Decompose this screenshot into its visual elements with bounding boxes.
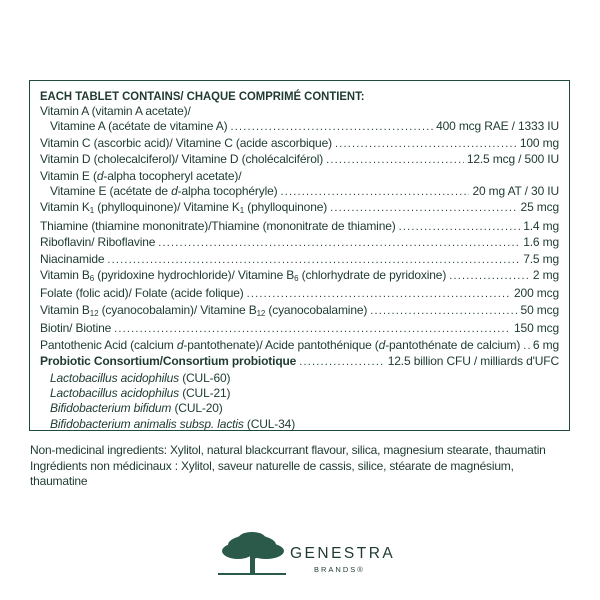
leader-dots (449, 269, 530, 284)
text-part: d (96, 168, 104, 183)
probiotic-strain (40, 371, 559, 386)
subscript: 12 (89, 308, 99, 318)
ingredient-vitamin-a-en: Vitamin A (vitamin A acetate)/ (40, 104, 191, 118)
ingredient-label: Vitamin D (cholecalciferol)/ Vitamine D (cholécalciférol) (40, 152, 324, 167)
text-part: d (171, 184, 178, 199)
strain-name: Bifidobacterium bifidum (50, 401, 172, 416)
text-part: Vitamin B (40, 268, 90, 283)
ingredient-label: Biotin/ Biotine (40, 321, 112, 336)
text-part: (chlorhydrate de pyridoxine) (298, 268, 447, 283)
ingredient-label (50, 184, 278, 199)
text-part: Pantothenic Acid (calcium (40, 337, 177, 352)
ingredient-amount: 6 mg (532, 337, 559, 352)
ingredient-biotin (40, 321, 559, 337)
text-part: Vitamin E ( (40, 168, 97, 183)
ingredient-folate (40, 286, 559, 302)
leader-dots (114, 322, 511, 337)
leader-dots (299, 355, 385, 370)
leader-dots (326, 153, 464, 168)
text-part: (cyanocobalamine) (265, 302, 368, 317)
text-part: Vitamine E (acétate de (50, 184, 172, 199)
ingredient-vitamin-c (40, 136, 559, 152)
strain-name: Bifidobacterium animalis subsp. lactis (50, 416, 244, 431)
text-part: Vitamin K (40, 200, 90, 215)
ingredient-amount: 2 mg (532, 268, 559, 283)
leader-dots (230, 120, 433, 135)
strain-code: (CUL-20) (171, 401, 223, 416)
leader-dots (335, 137, 517, 152)
text-part: -pantothenate)/ Acide pantothénique ( (183, 337, 379, 352)
ingredient-amount: 50 mcg (520, 302, 559, 317)
probiotic-strain (40, 401, 559, 416)
ingredient-amount: 12.5 billion CFU / milliards d'UFC (387, 354, 559, 369)
ingredient-label: Riboflavin/ Riboflavine (40, 235, 156, 250)
text-part: d (378, 337, 386, 352)
ingredient-amount: 200 mcg (514, 286, 559, 301)
panel-heading: EACH TABLET CONTAINS/ CHAQUE COMPRIMÉ CONTIENT: (40, 89, 365, 103)
strain-code: (CUL-21) (179, 385, 231, 400)
text-part: d (176, 337, 184, 352)
ingredient-amount: 400 mcg RAE / 1333 IU (436, 119, 559, 134)
ingredient-label (40, 268, 446, 286)
ingredient-amount: 7.5 mg (523, 251, 559, 266)
ingredient-vitamin-b6 (40, 268, 559, 286)
ingredient-label: Vitamine A (acétate de vitamine A) (50, 119, 228, 134)
leader-dots (523, 339, 530, 354)
subscript: 1 (89, 206, 95, 216)
brand-name: GENESTRA (290, 545, 396, 562)
leader-dots (281, 185, 470, 200)
ingredient-label (40, 338, 520, 353)
ingredient-amount: 25 mcg (520, 200, 559, 215)
probiotic-strain (40, 386, 559, 401)
ingredient-vitamin-k (40, 200, 559, 218)
text-part: (phylloquinone) (244, 200, 328, 215)
leader-dots (158, 236, 520, 251)
non-medicinal-en: Non-medicinal ingredients: Xylitol, natural blackcurrant flavour, silica, magnesium stearate, thaumatin (30, 443, 546, 457)
subscript: 12 (256, 308, 266, 318)
ingredient-label: Thiamine (thiamine mononitrate)/Thiamine (mononitrate de thiamine) (40, 218, 396, 233)
ingredient-vitamin-a (40, 119, 559, 135)
ingredient-vitamin-e (40, 184, 559, 200)
ingredient-thiamine (40, 219, 559, 235)
text-part: -alpha tocopheryl acetate)/ (103, 168, 242, 183)
ingredient-amount: 1.4 mg (523, 218, 559, 233)
ingredient-label: Probiotic Consortium/Consortium probiotique (40, 354, 297, 369)
ingredient-label: Vitamin C (ascorbic acid)/ Vitamine C (acide ascorbique) (40, 135, 332, 150)
ingredient-label (40, 303, 367, 321)
strain-code: (CUL-60) (179, 370, 231, 385)
ingredient-probiotic (40, 354, 559, 370)
non-medicinal-ingredients (30, 443, 575, 490)
ingredient-amount: 1.6 mg (523, 235, 559, 250)
text-part: (cyanocobalamin)/ Vitamine B (98, 302, 257, 317)
strain-name: Lactobacillus acidophilus (50, 370, 180, 385)
ingredient-label (40, 200, 327, 218)
probiotic-strain (40, 417, 559, 432)
text-part: -pantothénate de calcium) (385, 337, 521, 352)
leader-dots (330, 201, 517, 216)
supplement-facts-panel (29, 80, 570, 431)
ingredient-amount: 150 mcg (514, 321, 559, 336)
ingredient-pantothenic-acid (40, 338, 559, 354)
non-medicinal-fr-cont: thaumatine (30, 474, 88, 488)
leader-dots (107, 253, 520, 268)
leader-dots (399, 220, 521, 235)
subscript: 1 (239, 206, 245, 216)
ingredient-vitamin-e-en (40, 169, 559, 184)
ingredient-amount: 12.5 mcg / 500 IU (466, 152, 559, 167)
ingredient-amount: 20 mg AT / 30 IU (472, 184, 559, 199)
strain-name: Lactobacillus acidophilus (50, 385, 180, 400)
ingredient-riboflavin (40, 235, 559, 251)
leader-dots (247, 287, 511, 302)
text-part: Vitamin B (40, 302, 90, 317)
text-part: (pyridoxine hydrochloride)/ Vitamine B (94, 268, 295, 283)
text-part: -alpha tocophéryle) (177, 184, 278, 199)
ingredient-amount: 100 mg (519, 135, 559, 150)
subscript: 6 (294, 274, 299, 284)
ingredient-niacinamide (40, 252, 559, 268)
strain-code: (CUL-34) (243, 416, 296, 431)
subscript: 6 (89, 274, 95, 284)
text-part: (phylloquinone)/ Vitamine K (94, 200, 240, 215)
leader-dots (370, 304, 517, 319)
non-medicinal-fr: Ingrédients non médicinaux : Xylitol, saveur naturelle de cassis, silice, stéarate de magnésium, (30, 458, 514, 473)
brand-subtitle: BRANDS® (314, 565, 365, 574)
ingredient-vitamin-d (40, 152, 559, 168)
ingredient-label: Niacinamide (40, 251, 105, 266)
ingredient-label: Folate (folic acid)/ Folate (acide folique) (40, 286, 244, 301)
ingredient-vitamin-b12 (40, 303, 559, 321)
